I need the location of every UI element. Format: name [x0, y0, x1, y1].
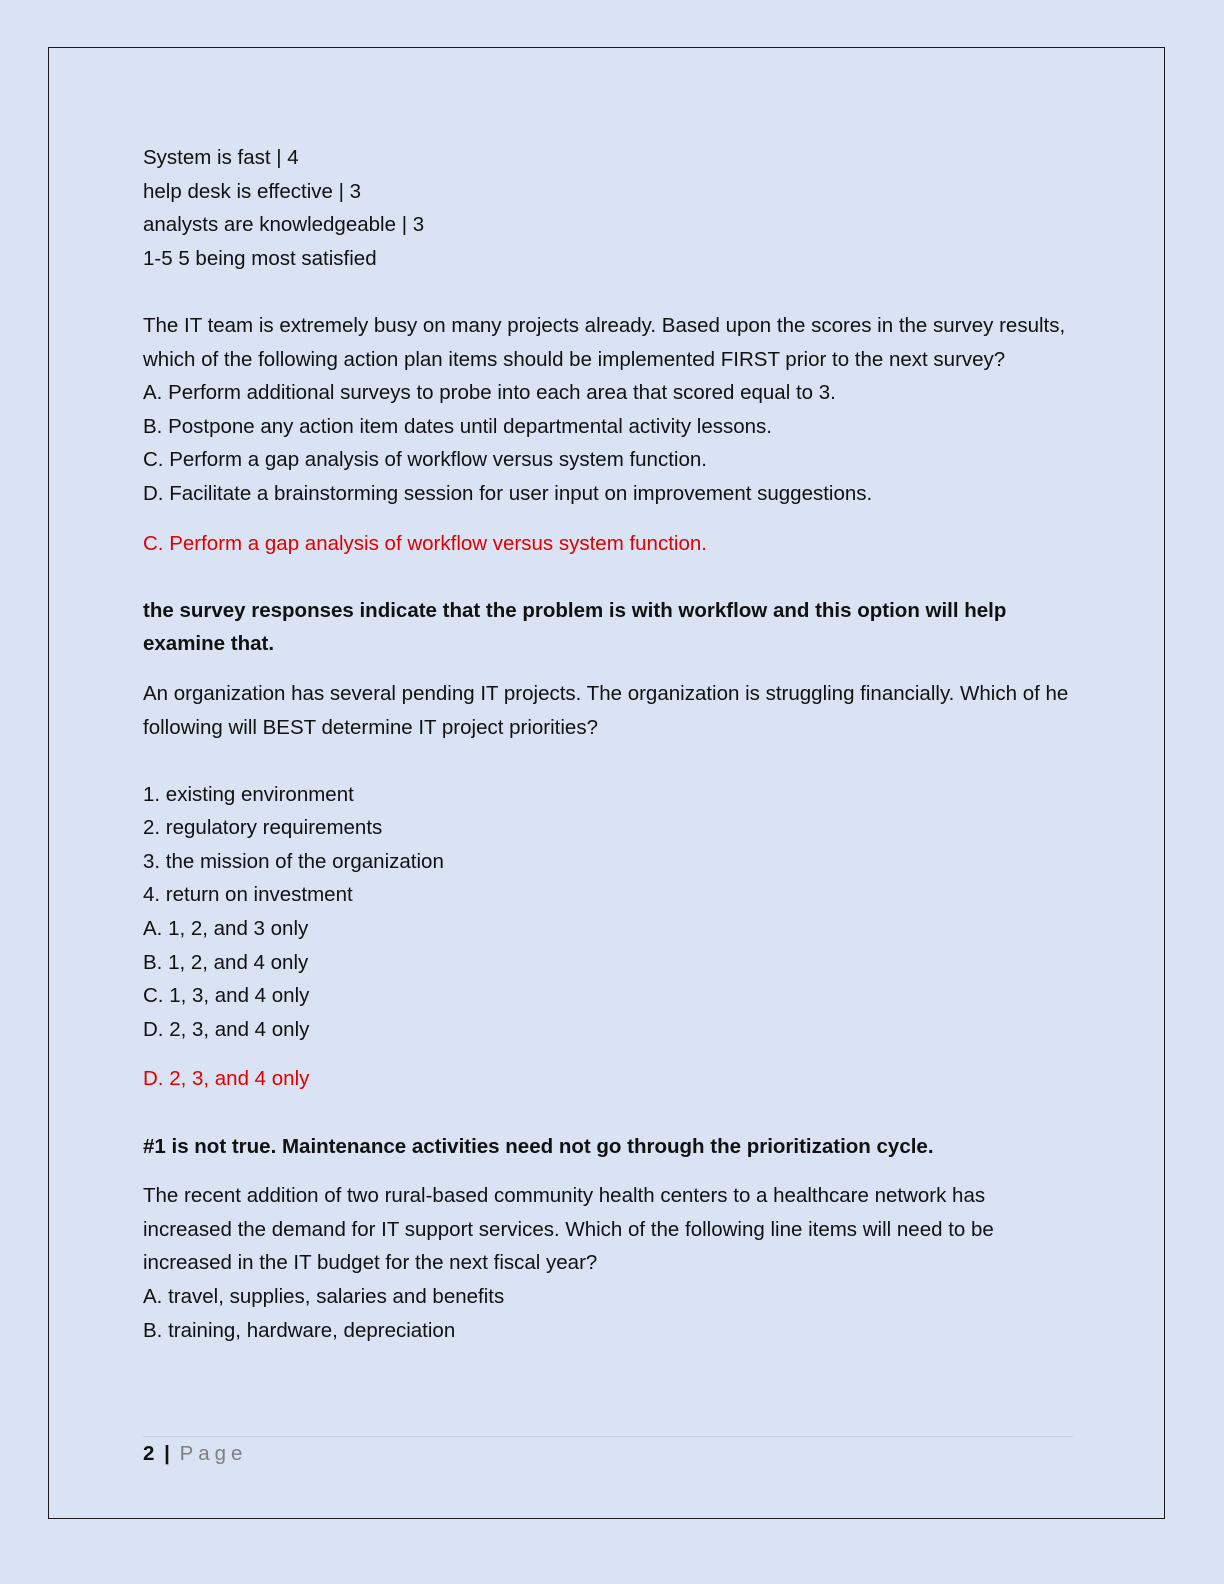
question-stem: The recent addition of two rural-based community health centers to a healthcare network has increased the demand for IT support services. Which of the following line items will need to be increased in the IT budget for the next fiscal year?	[143, 1184, 994, 1275]
survey-item: analysts are knowledgeable | 3	[143, 213, 425, 237]
factor-item: 2. regulatory requirements	[143, 816, 383, 840]
question-option: C. Perform a gap analysis of workflow versus system function.	[143, 448, 707, 472]
question-3	[143, 1179, 1073, 1347]
explanation-text: #1 is not true. Maintenance activities need not go through the prioritization cycle.	[143, 1134, 934, 1158]
document-body	[143, 141, 1073, 1347]
question-2	[143, 677, 1073, 1163]
survey-results	[143, 141, 1073, 275]
footer-separator: |	[164, 1442, 170, 1465]
factor-item: 3. the mission of the organization	[143, 849, 444, 873]
survey-item: System is fast | 4	[143, 146, 299, 169]
question-option: B. Postpone any action item dates until departmental activity lessons.	[143, 414, 773, 438]
question-stem: An organization has several pending IT projects. The organization is struggling financially. Which of he following will BEST determine IT project priorities?	[143, 681, 1069, 739]
page-footer	[143, 1439, 247, 1469]
explanation-text: the survey responses indicate that the problem is with workflow and this option will help examine that.	[143, 598, 1007, 656]
question-option: D. 2, 3, and 4 only	[143, 1017, 310, 1041]
question-stem: The IT team is extremely busy on many projects already. Based upon the scores in the survey results, which of the following action plan items should be implemented FIRST prior to the next survey?	[143, 313, 1066, 371]
factor-item: 1. existing environment	[143, 782, 354, 806]
footer-divider	[143, 1436, 1073, 1437]
question-option: B. 1, 2, and 4 only	[143, 950, 309, 974]
answer-text: C. Perform a gap analysis of workflow versus system function.	[143, 531, 707, 555]
question-option: D. Facilitate a brainstorming session for user input on improvement suggestions.	[143, 481, 873, 505]
question-1	[143, 309, 1073, 661]
question-option: A. travel, supplies, salaries and benefits	[143, 1285, 505, 1308]
factor-item: 4. return on investment	[143, 883, 353, 907]
question-option: B. training, hardware, depreciation	[143, 1318, 456, 1342]
question-option: A. 1, 2, and 3 only	[143, 917, 309, 941]
answer-text: D. 2, 3, and 4 only	[143, 1067, 310, 1091]
survey-scale-note: 1-5 5 being most satisfied	[143, 246, 377, 270]
factor-list	[143, 778, 1073, 912]
page-number: 2	[143, 1442, 155, 1465]
question-option: A. Perform additional surveys to probe into each area that scored equal to 3.	[143, 381, 836, 405]
question-option: C. 1, 3, and 4 only	[143, 984, 310, 1008]
survey-item: help desk is effective | 3	[143, 179, 362, 203]
page-label: Page	[179, 1442, 248, 1465]
